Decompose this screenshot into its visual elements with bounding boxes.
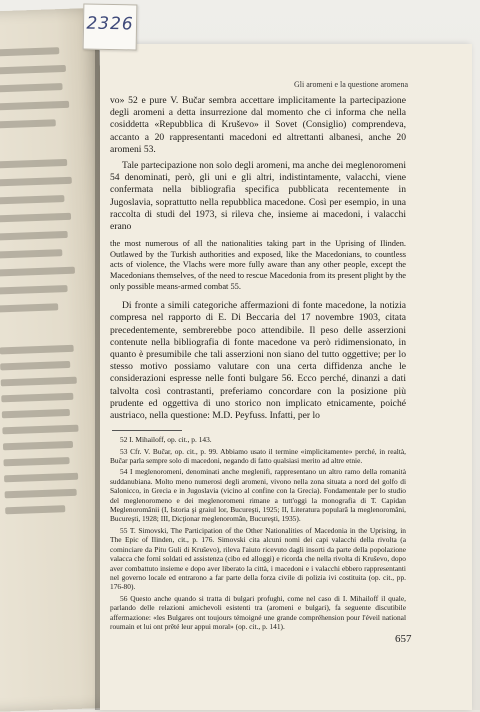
paragraph-2: Tale partecipazione non solo degli aromeni, ma anche dei meglenoromeni 54 denominati, però, gli uni e gli altri, indistintamente, valacchi, viene confermata nella bibliografia specifica pubblicata recentemente in Jugoslavia, soprattutto nella repubblica macedone. Così per esempio, in una raccolta di studi del 1973, si rileva che, insieme ai macedoni, i valacchi erano xyxy=(110,160,406,233)
paragraph-1: vo» 52 e pure V. Bučar sembra accettare implicitamente la partecipazione degli aromeni a detta insurrezione dal momento che ci informa che nella cosiddetta «Repubblica di Kruševo» il Sovet (Consiglio) comprendeva, accanto a 20 rappresentanti macedoni ed altrettanti albanesi, anche 20 aromeni 53. xyxy=(110,95,406,155)
footnote-52: 52 I. Mihailoff, op. cit., p. 143. xyxy=(120,435,212,445)
running-head: Gli aromeni e la questione aromena xyxy=(294,80,408,89)
footnote-separator xyxy=(112,430,182,431)
page-number: 657 xyxy=(395,633,412,645)
footnote-53: 53 Cfr. V. Bučar, op. cit., p. 99. Abbiamo usato il termine «implicitamente» perché, in realtà, Bučar parla sempre solo di macedoni, negando di fatto qualsiasi merito ad altre etnie. xyxy=(110,446,406,466)
sticker-number: 2326 xyxy=(86,13,134,35)
handwritten-sticker xyxy=(83,4,138,51)
paragraph-3: Di fronte a simili categoriche affermazioni di fonte macedone, la notizia compresa nel rapporto di E. Di Beccaria del 17 novembre 1903, citata precedentemente, sembrerebbe poco attendibile. Il peso delle asserzioni contenute nella bibliografia di fonte macedone va però ridimensionato, in quanto è presumibile che tali asserzioni non siano del tutto oggettive; per lo stesso motivo possiamo valutare con una certa diffidenza anche le considerazioni espresse nelle fonti bulgare 56. Ecco perché, dinanzi a dati talvolta così contrastanti, preferiamo concordare con la posizione più prudente ed oggettiva di uno storico non implicato etnicamente, poiché austriaco, nella questione: M.D. Peyfuss. Infatti, per lo xyxy=(110,300,406,422)
footnote-55: 55 T. Simovski, The Participation of the Other Nationalities of Macedonia in the Uprising, in The Epic of Ilinden, cit., p. 176. Simovski cita alcuni nomi dei capi valacchi della rivolta (a cominciare da Pitu Guli di Kruševo), rileva l'aiuto ricevuto dagli insorti da parte della popolazione valacca che fornì soldati ed assistenza (cibo ed alloggi) e ricorda che nella rivolta di Kruševo, dopo aver combattuto insieme e dopo aver liberato la città, i macedoni e i valacchi ebbero rappresentanti nel governo locale ed entrarono a far parte della forza civile di polizia ivi costituita (op. cit., pp. 176-80). xyxy=(110,525,406,592)
page-content xyxy=(110,95,406,633)
block-quote: the most numerous of all the nationalities taking part in the Uprising of Ilinden. Outlawed by the Turkish authorities and exposed, like the Macedonians, to countless acts of violence, the Vlachs were more fully aware than any other people, except the Macedonians themselves, of the need to rescue Macedonia from its present plight by the only possible means-armed combat 55. xyxy=(110,239,406,291)
footnote-54: 54 I meglenoromeni, denominati anche meglenifi, rappresentano un altro ramo della romanità suddanubiana. Molto meno numerosi degli aromeni, vivono nella zona situata a nord del golfo di Salonicco, in Grecia e in Jugoslavia (vicino al confine con la Grecia). Fondamentale per lo studio del meglenoromeno e dei meglenoromeni rimane a tutt'oggi la monografia di T. Capidan Meglenoromânii (I, Istoria şi graiul lor, Bucureşti, 1925; II, Literatura populară la meglenoromâni, Bucureşti, 1928; III, Dicţionar meglenoromân, Bucureşti, 1935). xyxy=(110,467,406,524)
footnote-56: 56 Questo anche quando si tratta di bulgari profughi, come nel caso di I. Mihailoff il quale, parlando delle relazioni amichevoli esistenti tra (aromeni e bulgari), fa seguente discutibile affermazione: «les Bulgares ont toujours témoigné une grande compréhension pour l'éveil national roumain et lui ont prêté leur appui moral» (op. cit., p. 141). xyxy=(110,593,406,631)
